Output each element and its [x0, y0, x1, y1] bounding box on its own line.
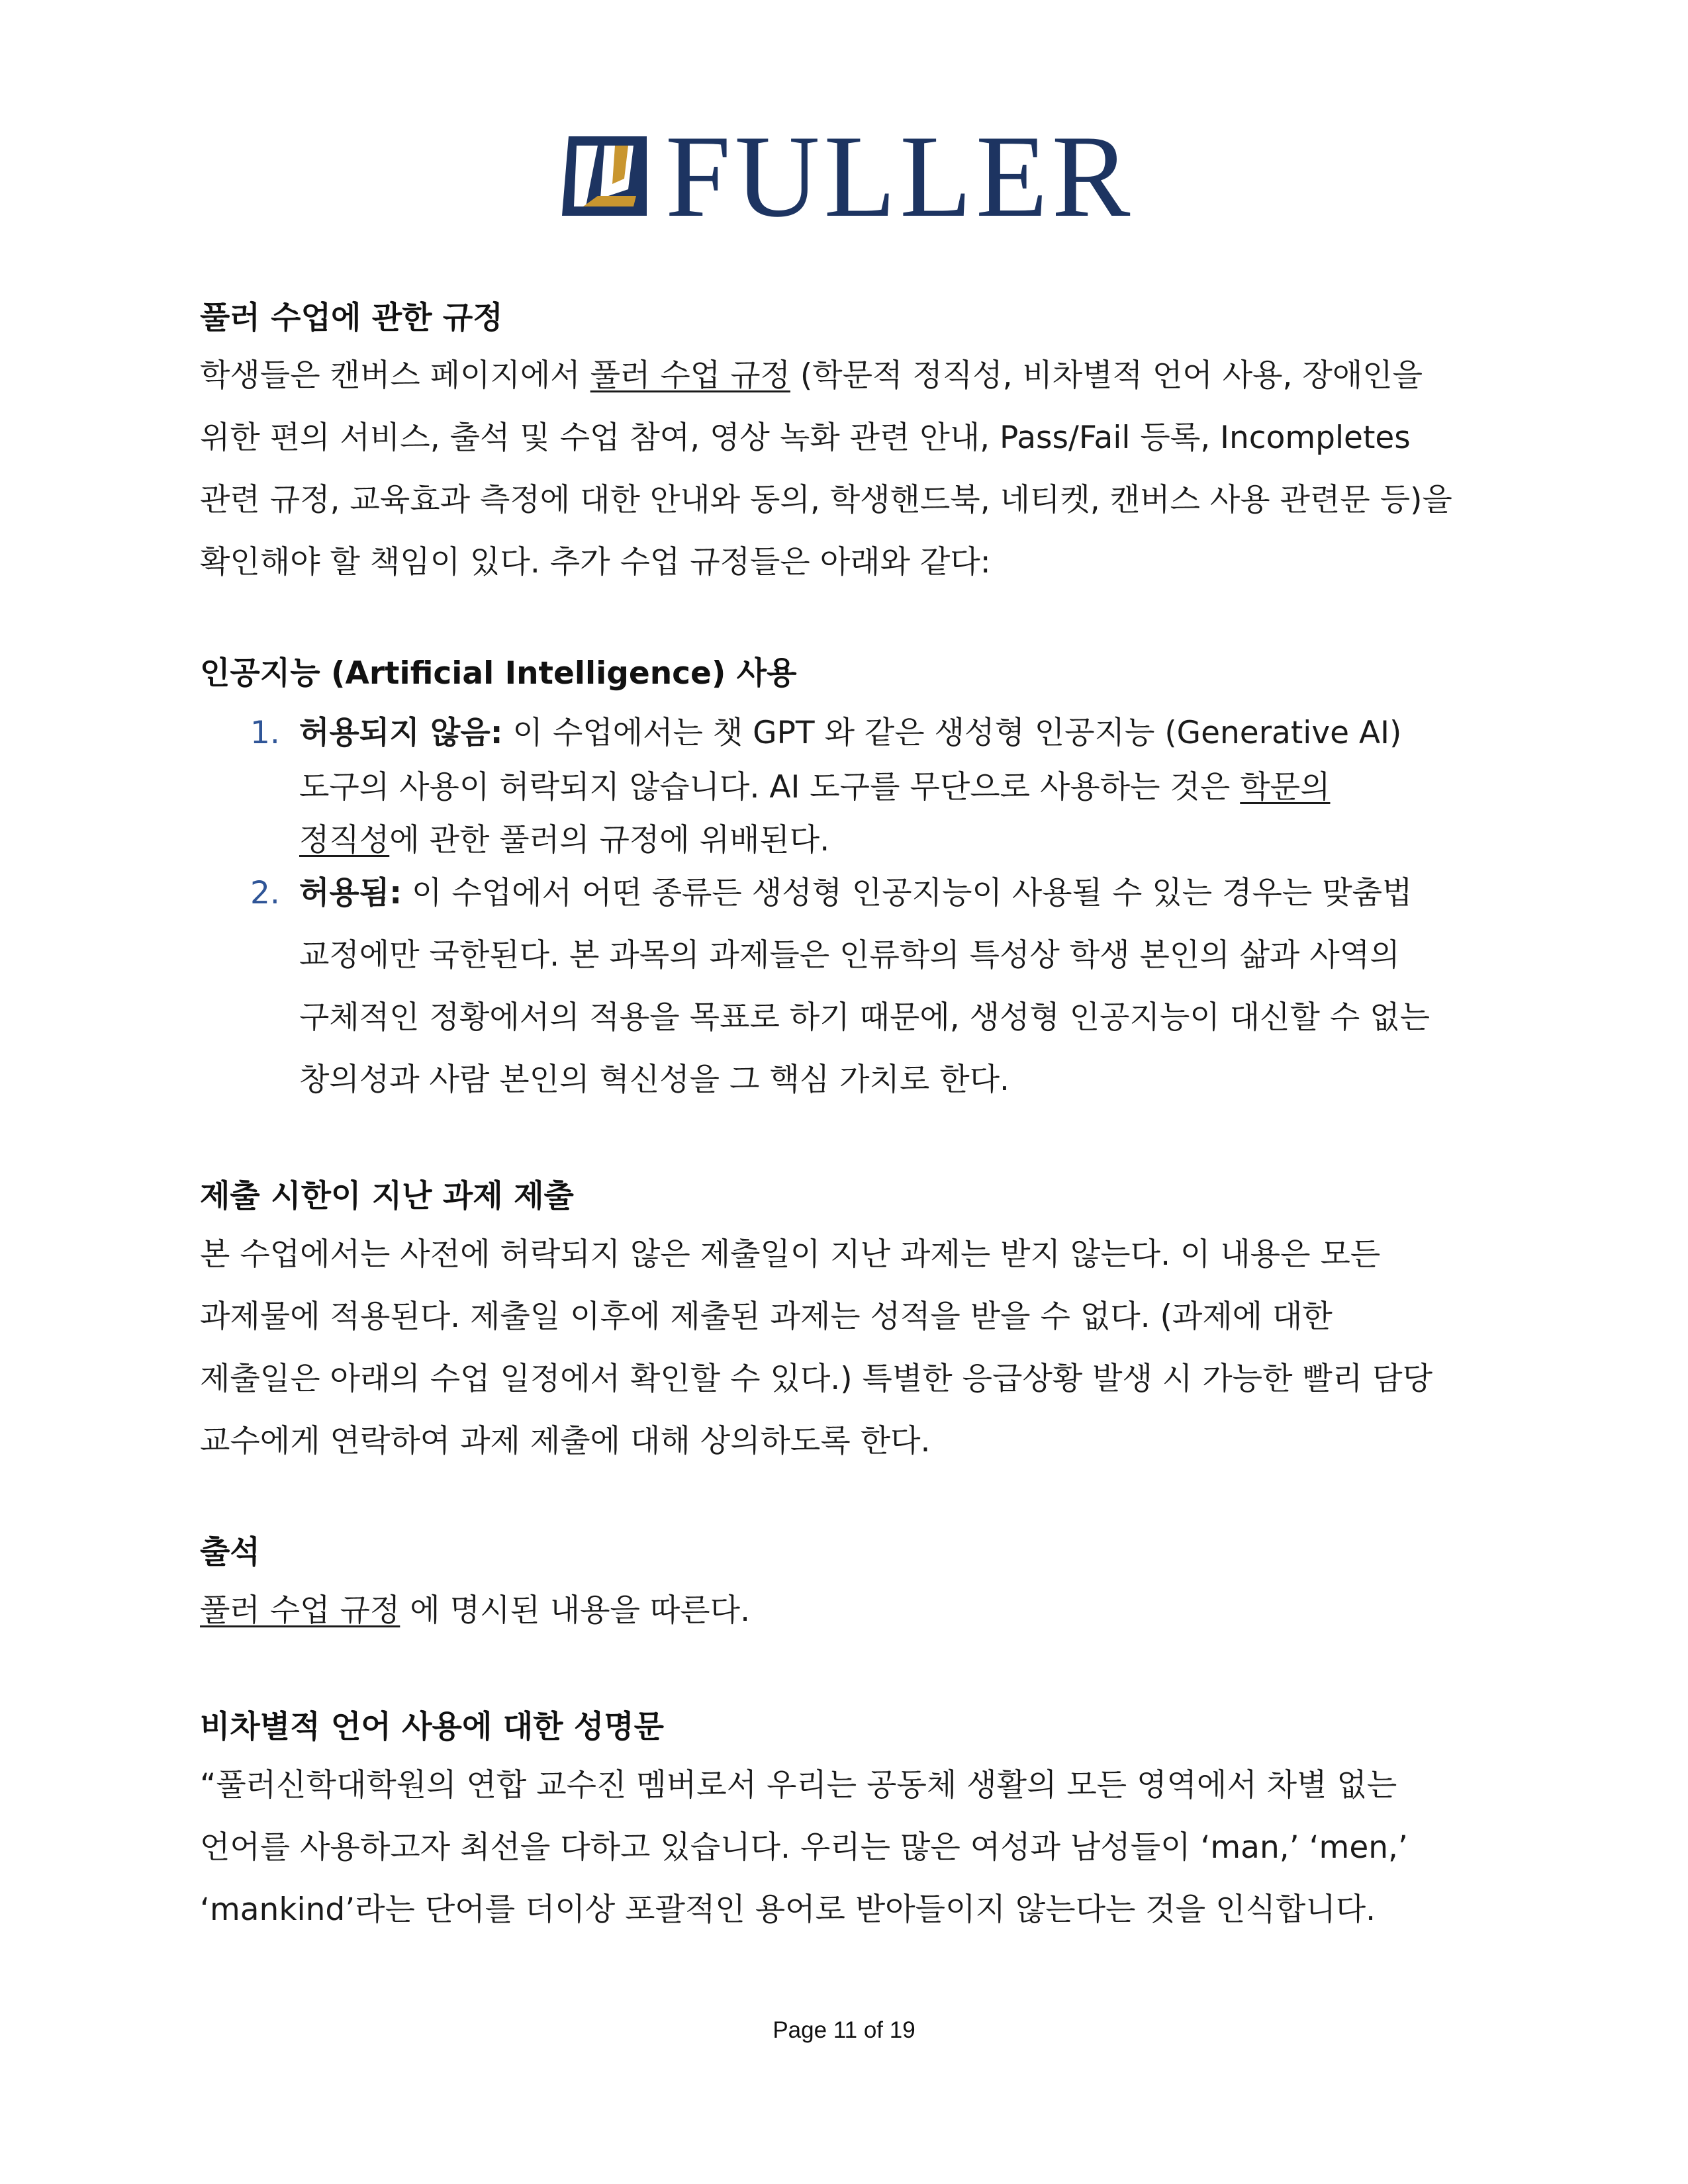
late-work-line-2: 과제물에 적용된다. 제출일 이후에 제출된 과제는 성적을 받을 수 없다. (과제에 대한 [200, 1298, 1333, 1335]
course-policy-line-1: 학생들은 캔버스 페이지에서 풀러 수업 규정 (학문적 정직성, 비차별적 언어 사용, 장애인을 [200, 357, 1423, 394]
ai-item-1-label: 허용되지 않음: [299, 715, 503, 751]
late-work-line-4: 교수에게 연락하여 과제 제출에 대해 상의하도록 한다. [200, 1423, 931, 1459]
academic-integrity-link-cont[interactable]: 정직성 [299, 822, 390, 858]
ai-item-1-line-2: 도구의 사용이 허락되지 않습니다. AI 도구를 무단으로 사용하는 것은 학문의 [299, 769, 1331, 805]
ai-item-2-line-4: 창의성과 사람 본인의 혁신성을 그 핵심 가치로 한다. [299, 1062, 1009, 1098]
inclusive-language-line-3: ‘mankind’라는 단어를 더이상 포괄적인 용어로 받아들이지 않는다는 것을 인식합니다. [200, 1891, 1376, 1928]
ai-item-2-number: 2. [250, 875, 280, 911]
late-work-line-1: 본 수업에서는 사전에 허락되지 않은 제출일이 지난 과제는 받지 않는다. 이 내용은 모든 [200, 1236, 1381, 1273]
inclusive-language-line-1: “풀러신학대학원의 연합 교수진 멤버로서 우리는 공동체 생활의 모든 영역에서 차별 없는 [200, 1767, 1397, 1803]
course-policy-heading: 풀러 수업에 관한 규정 [200, 300, 503, 336]
ai-item-2-line-2: 교정에만 국한된다. 본 과목의 과제들은 인류학의 특성상 학생 본인의 삶과 사역의 [299, 937, 1400, 974]
ai-use-heading: 인공지능 (Artificial Intelligence) 사용 [200, 655, 797, 692]
ai-item-2-label: 허용됨: [299, 875, 402, 911]
attendance-heading: 출석 [200, 1534, 260, 1570]
course-policy-line-2: 위한 편의 서비스, 출석 및 수업 참여, 영상 녹화 관련 안내, Pass/Fail 등록, Incompletes [200, 420, 1411, 456]
late-work-line-3: 제출일은 아래의 수업 일정에서 확인할 수 있다.) 특별한 응급상황 발생 시 가능한 빨리 담당 [200, 1361, 1432, 1397]
page-number: Page 11 of 19 [773, 2017, 915, 2043]
late-work-heading: 제출 시한이 지난 과제 제출 [200, 1178, 574, 1214]
ai-item-2-line-1: 허용됨: 이 수업에서 어떤 종류든 생성형 인공지능이 사용될 수 있는 경우는 맞춤법 [299, 875, 1413, 911]
fuller-emblem-icon [559, 132, 649, 218]
inclusive-language-heading: 비차별적 언어 사용에 대한 성명문 [200, 1709, 665, 1745]
inclusive-language-line-2: 언어를 사용하고자 최선을 다하고 있습니다. 우리는 많은 여성과 남성들이 ‘man,’ ‘men,’ [200, 1829, 1408, 1866]
fuller-logo [559, 111, 1135, 242]
course-policy-line-3: 관련 규정, 교육효과 측정에 대한 안내와 동의, 학생핸드북, 네티켓, 캔버스 사용 관련문 등)을 [200, 482, 1452, 518]
ai-item-2-line-3: 구체적인 정황에서의 적용을 목표로 하기 때문에, 생성형 인공지능이 대신할 수 없는 [299, 999, 1430, 1036]
course-policy-link[interactable]: 풀러 수업 규정 [590, 357, 790, 394]
academic-integrity-link[interactable]: 학문의 [1240, 769, 1331, 805]
attendance-policy-link[interactable]: 풀러 수업 규정 [200, 1592, 400, 1629]
fuller-wordmark: FULLER [665, 111, 1135, 242]
ai-item-1-line-3: 정직성에 관한 풀러의 규정에 위배된다. [299, 822, 830, 858]
ai-item-1-line-1: 허용되지 않음: 이 수업에서는 챗 GPT 와 같은 생성형 인공지능 (Generative AI) [299, 715, 1402, 751]
attendance-line: 풀러 수업 규정 에 명시된 내용을 따른다. [200, 1592, 751, 1629]
ai-item-1-number: 1. [250, 715, 280, 751]
course-policy-line-4: 확인해야 할 책임이 있다. 추가 수업 규정들은 아래와 같다: [200, 544, 991, 580]
